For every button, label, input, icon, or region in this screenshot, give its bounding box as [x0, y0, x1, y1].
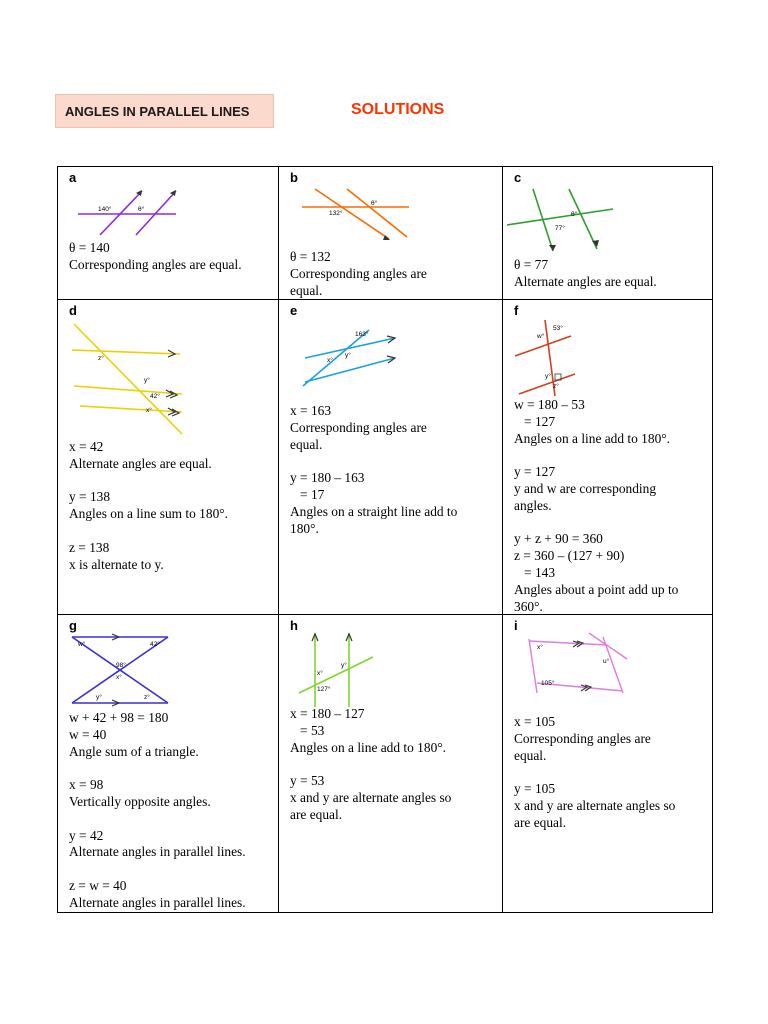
- solution-line: θ = 132: [290, 249, 331, 264]
- solution-line: w + 42 + 98 = 180: [69, 710, 169, 725]
- solution-line: [69, 523, 272, 540]
- solution-line: Alternate angles in parallel lines.: [69, 844, 246, 860]
- solution-line: are equal.: [290, 806, 343, 822]
- cell-h: [279, 615, 502, 912]
- cell-label: d: [69, 303, 77, 318]
- angle-label: u°: [603, 658, 610, 665]
- angle-label: x°: [116, 674, 122, 681]
- cell-label: h: [290, 618, 298, 633]
- solution-line: θ = 140: [69, 240, 110, 255]
- cell-label: b: [290, 170, 298, 185]
- solution-text: [69, 439, 272, 573]
- solution-line: = 143: [514, 564, 556, 580]
- angle-label: 127°: [317, 686, 331, 693]
- angle-label: y°: [545, 373, 551, 380]
- solution-line: x = 180 – 127: [290, 706, 365, 721]
- angle-label: 140°: [98, 206, 112, 213]
- solution-line: 360°.: [514, 598, 543, 614]
- angle-label: 163°: [355, 331, 369, 338]
- diagram-h: [297, 631, 377, 709]
- angle-label: x°: [317, 670, 323, 677]
- diagram-c: [505, 183, 617, 253]
- solution-line: x = 105: [514, 714, 556, 729]
- angle-label: 98°: [116, 662, 126, 669]
- solution-line: y = 180 – 163: [290, 470, 365, 486]
- angle-label: z°: [144, 694, 150, 701]
- angle-label: 132°: [329, 210, 343, 217]
- diagram-g: [68, 633, 174, 707]
- solution-line: [514, 447, 707, 464]
- solution-line: Corresponding angles are: [290, 265, 427, 281]
- worksheet-title-box: [55, 94, 274, 128]
- solution-line: x = 98: [69, 777, 104, 793]
- angle-label: 77°: [555, 225, 565, 232]
- solution-line: y = 138: [69, 489, 111, 505]
- cell-label: f: [514, 303, 519, 318]
- solution-text: [290, 403, 496, 537]
- solution-line: x = 42: [69, 439, 104, 454]
- solution-line: y = 127: [514, 464, 556, 480]
- solution-line: [69, 760, 272, 777]
- angle-label: 42°: [150, 641, 160, 648]
- solution-line: z = 138: [69, 539, 110, 555]
- angle-label: θ°: [138, 206, 145, 213]
- cell-g: [58, 615, 278, 912]
- angle-label: z°: [553, 383, 559, 390]
- solution-line: Corresponding angles are: [290, 419, 427, 435]
- angle-label: 53°: [553, 325, 563, 332]
- solution-line: z = 360 – (127 + 90): [514, 548, 625, 564]
- solution-line: Alternate angles are equal.: [514, 273, 657, 289]
- angle-label: 42°: [150, 393, 160, 400]
- solution-line: [514, 764, 707, 781]
- solution-line: x is alternate to y.: [69, 556, 164, 572]
- solution-line: Angles about a point add up to: [514, 581, 679, 597]
- angle-label: w°: [78, 641, 86, 648]
- cell-i: [503, 615, 713, 912]
- solution-text: [290, 706, 496, 824]
- solution-line: w = 40: [69, 726, 107, 742]
- angle-label: θ°: [371, 200, 378, 207]
- cell-e: [279, 300, 502, 614]
- angle-label: y°: [96, 694, 102, 701]
- solution-line: 180°.: [290, 520, 319, 536]
- diagram-d: [70, 320, 190, 438]
- solution-line: w = 180 – 53: [514, 397, 585, 412]
- solution-line: equal.: [514, 747, 547, 763]
- angle-label: w°: [537, 333, 545, 340]
- solution-line: equal.: [290, 282, 323, 298]
- solution-line: are equal.: [514, 814, 567, 830]
- solution-line: = 127: [514, 413, 556, 429]
- solution-line: Angles on a line sum to 180°.: [69, 506, 228, 522]
- solution-line: Alternate angles in parallel lines.: [69, 894, 246, 910]
- diagram-a: [70, 185, 190, 241]
- solution-line: [69, 811, 272, 828]
- solution-line: x and y are alternate angles so: [290, 789, 452, 805]
- solution-line: [290, 453, 496, 470]
- solution-line: [69, 473, 272, 490]
- cell-f: [503, 300, 713, 614]
- angle-label: y°: [341, 662, 347, 669]
- angle-label: x°: [146, 407, 152, 414]
- solution-text: [514, 397, 707, 615]
- angle-label: y°: [345, 352, 351, 359]
- angle-label: z°: [98, 355, 104, 362]
- cell-label: e: [290, 303, 298, 318]
- solution-text: [290, 249, 496, 299]
- solution-text: [514, 714, 707, 832]
- solution-line: [514, 515, 707, 532]
- worksheet-title: ANGLES IN PARALLEL LINES: [65, 103, 250, 119]
- solution-line: [69, 861, 272, 878]
- solution-line: y = 105: [514, 781, 556, 797]
- angle-label: 105°: [541, 680, 555, 687]
- solution-line: y + z + 90 = 360: [514, 531, 603, 547]
- diagram-i: [523, 631, 633, 697]
- solution-text: [69, 240, 272, 274]
- cell-label: g: [69, 618, 77, 633]
- cell-label: i: [514, 618, 518, 633]
- solution-line: Alternate angles are equal.: [69, 455, 212, 471]
- solution-line: y = 53: [290, 773, 325, 789]
- solution-line: x and y are alternate angles so: [514, 797, 676, 813]
- solution-line: y and w are corresponding: [514, 480, 657, 496]
- solution-line: Corresponding angles are equal.: [69, 256, 242, 272]
- solution-line: z = w = 40: [69, 877, 127, 893]
- diagram-f: [511, 316, 581, 398]
- solution-text: [69, 710, 272, 912]
- diagram-b: [299, 185, 414, 243]
- solution-line: Angles on a line add to 180°.: [290, 739, 446, 755]
- solutions-heading: SOLUTIONS: [351, 101, 445, 118]
- angle-label: x°: [537, 644, 543, 651]
- angle-label: y°: [144, 377, 150, 384]
- cell-a: [58, 167, 278, 299]
- solution-line: Corresponding angles are: [514, 730, 651, 746]
- cell-c: [503, 167, 713, 299]
- solution-line: Angles on a line add to 180°.: [514, 430, 670, 446]
- cell-label: a: [69, 170, 77, 185]
- solution-line: [290, 756, 496, 773]
- solutions-table: [57, 166, 713, 913]
- solution-line: = 53: [290, 722, 325, 738]
- cell-d: [58, 300, 278, 614]
- cell-label: c: [514, 170, 522, 185]
- diagram-e: [299, 322, 403, 388]
- solution-line: angles.: [514, 497, 552, 513]
- solution-line: = 17: [290, 486, 325, 502]
- angle-label: x°: [327, 357, 333, 364]
- solution-line: Vertically opposite angles.: [69, 793, 211, 809]
- solution-line: Angles on a straight line add to: [290, 503, 458, 519]
- solution-line: x = 163: [290, 403, 332, 418]
- solution-line: equal.: [290, 436, 323, 452]
- cell-b: [279, 167, 502, 299]
- solution-line: y = 42: [69, 827, 104, 843]
- solution-line: Angle sum of a triangle.: [69, 743, 199, 759]
- solution-text: [514, 257, 707, 291]
- solution-line: θ = 77: [514, 257, 549, 272]
- angle-label: θ°: [571, 211, 578, 218]
